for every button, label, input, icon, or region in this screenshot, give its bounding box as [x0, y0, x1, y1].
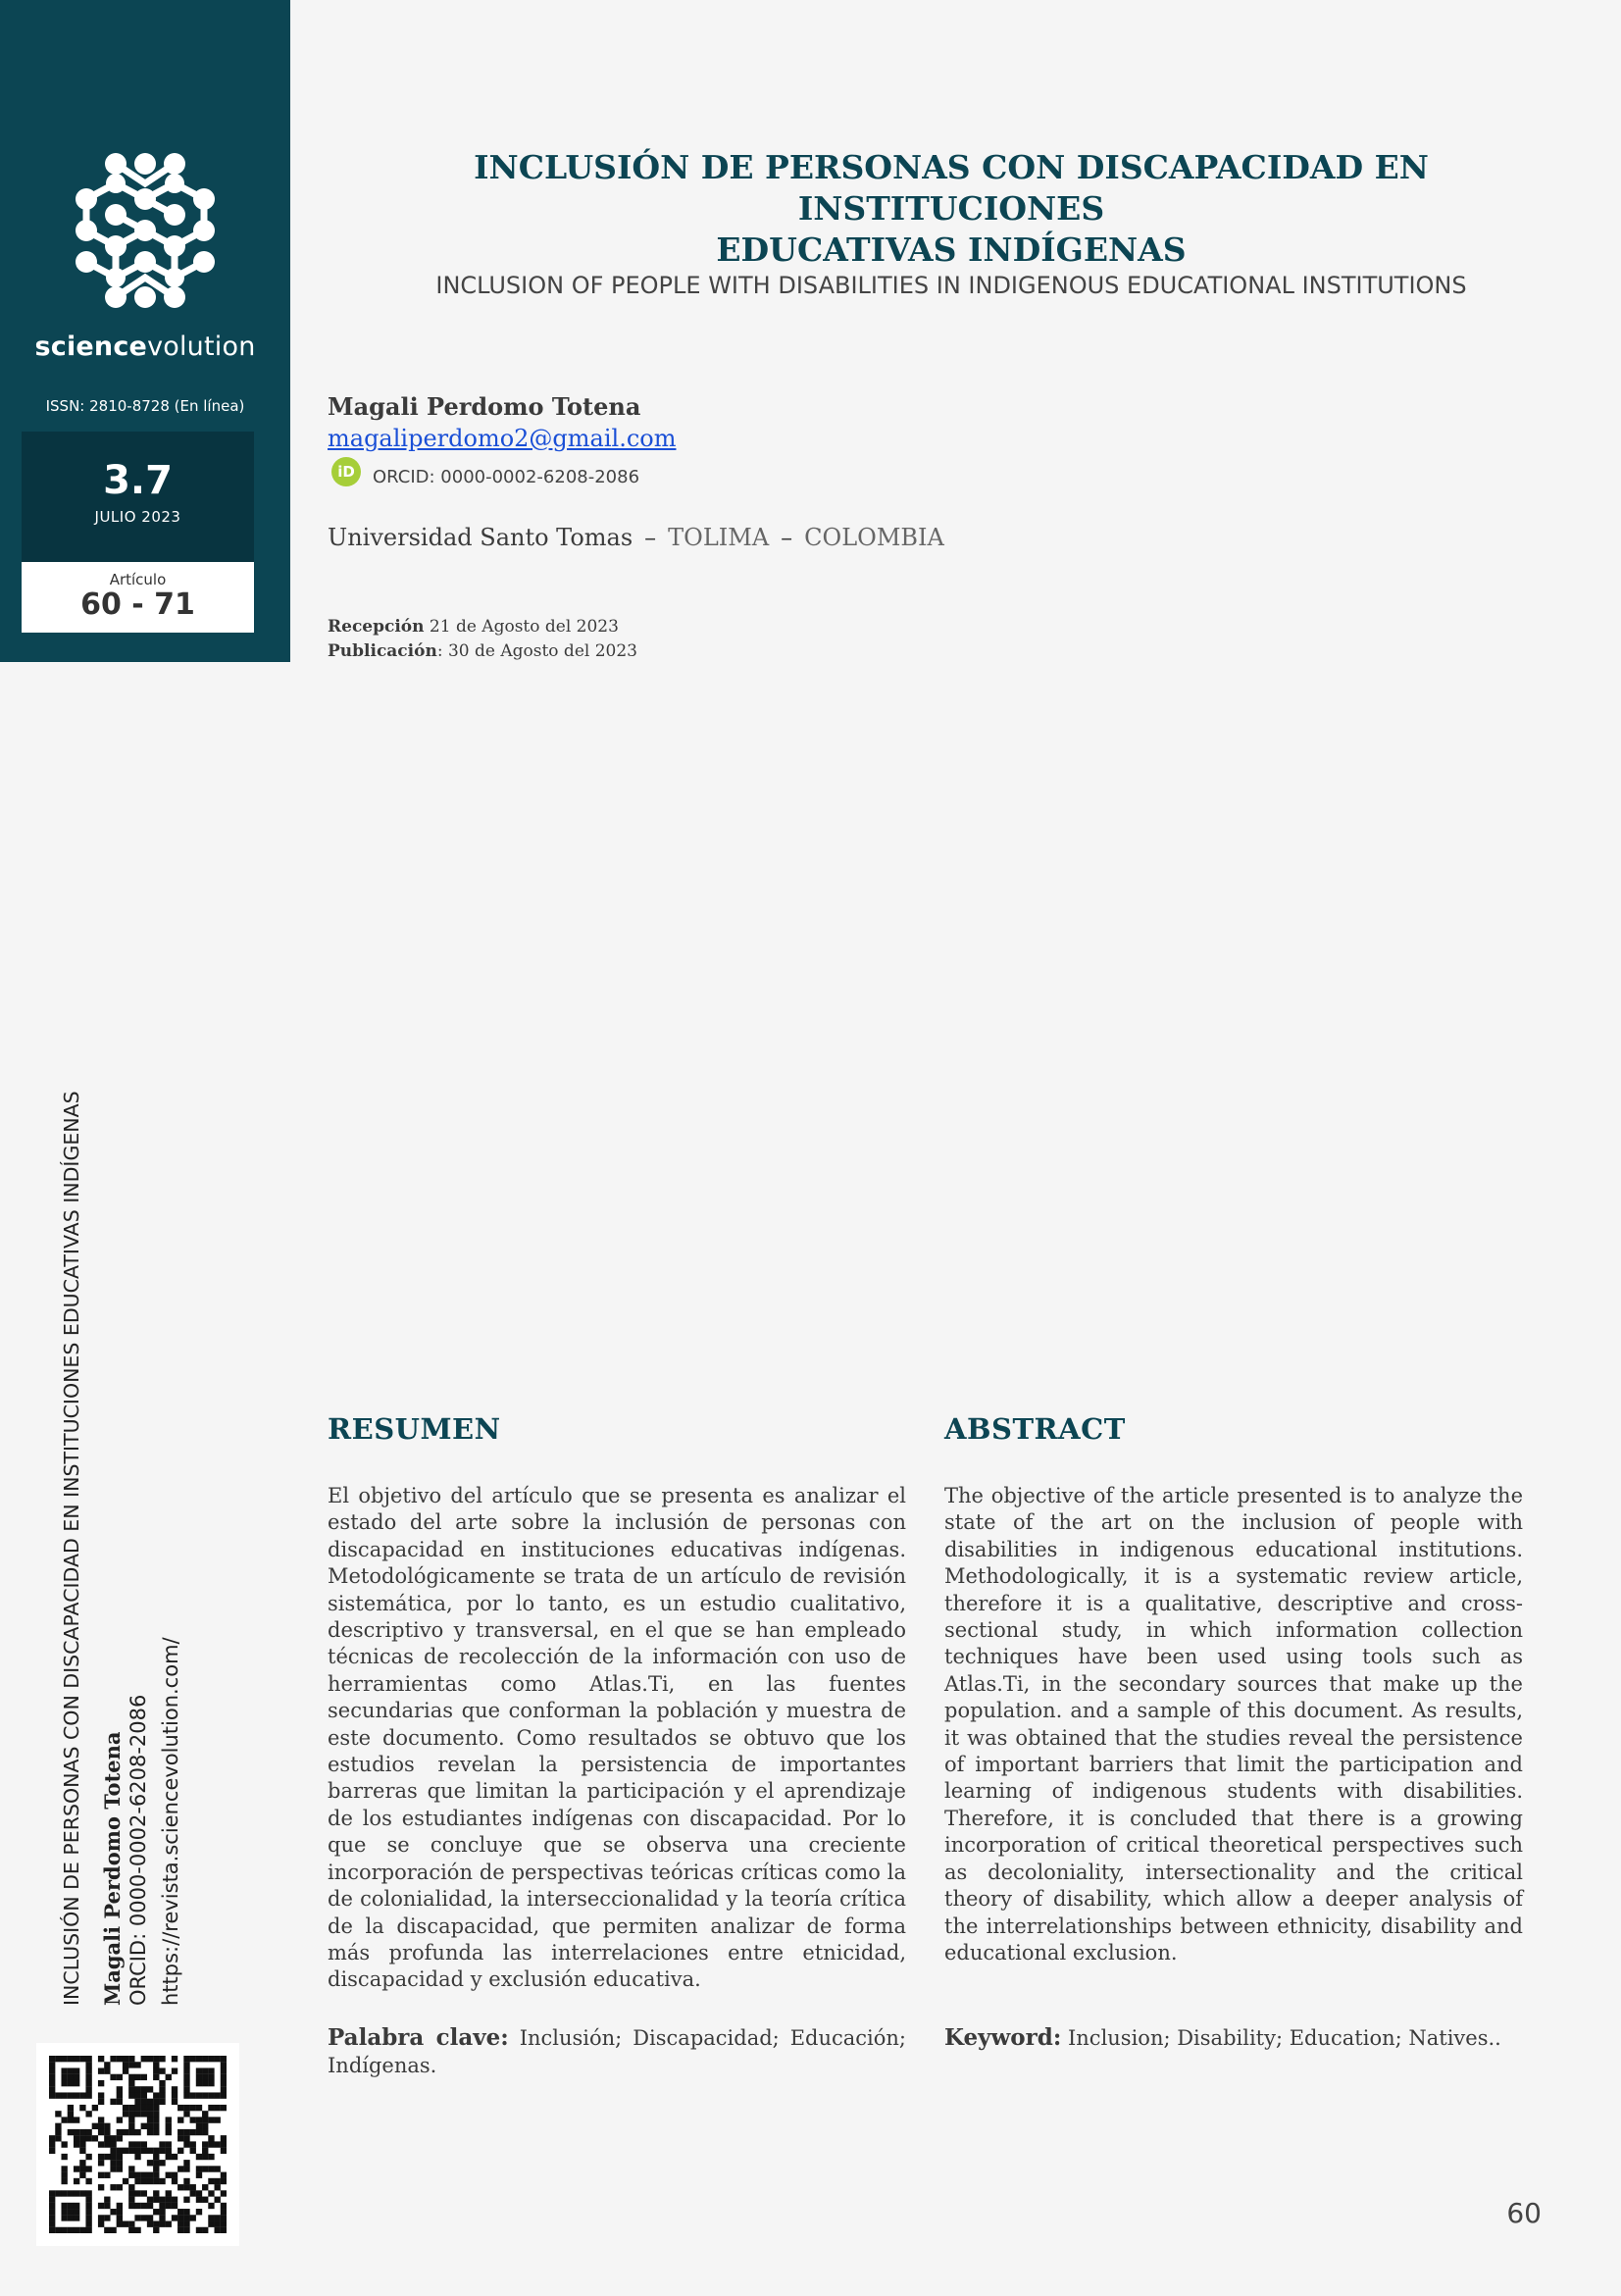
article-pages: 60 - 71	[80, 587, 195, 622]
university: Universidad Santo Tomas	[328, 524, 633, 551]
abstract-heading: ABSTRACT	[944, 1412, 1126, 1446]
journal-sidebar	[0, 0, 290, 662]
keywords-label: Keyword:	[944, 2024, 1062, 2051]
reception-date	[328, 615, 637, 639]
volume-box	[22, 432, 254, 562]
page-number: 60	[1506, 2197, 1542, 2229]
orcid-row	[331, 455, 639, 487]
keywords-value: Inclusion; Disability; Education; Natives..	[1061, 2026, 1501, 2050]
publication-value: : 30 de Agosto del 2023	[436, 641, 637, 661]
abstract-keywords	[944, 2024, 1523, 2052]
resumen-text: El objetivo del artículo que se presenta es analizar el estado del arte sobre la inclusión de personas con discapacidad en instituciones educativas indígenas. Metodológicamente se trata de un artículo de revisión sistemática, por lo tanto, es un estudio cualitativo, descriptivo y transversal, en el que se han empleado técnicas de recolección de la información con uso de herramientas como Atlas.Ti, en las fuentes secundarias que conforman la población y muestra de este documento. Como resultados se obtuvo que los estudios revelan la persistencia de importantes barreras que limitan la participación y el aprendizaje de los estudiantes indígenas con discapacidad. Por lo que se concluye que se observa una creciente incorporación de perspectivas teóricas críticas como la de colonialidad, la interseccionalidad y la teoría crítica de la discapacidad, que permiten analizar de forma más profunda las interrelaciones entre etnicidad, discapacidad y exclusión educativa.	[328, 1484, 906, 1992]
article-dates	[328, 615, 637, 664]
resumen-keywords	[328, 2024, 906, 2079]
reception-value: 21 de Agosto del 2023	[424, 617, 619, 637]
region: TOLIMA	[668, 524, 770, 551]
resumen-heading: RESUMEN	[328, 1412, 501, 1446]
issn: ISSN: 2810-8728 (En línea)	[45, 397, 245, 415]
vertical-citation	[59, 1091, 184, 2006]
orcid-icon: iD	[331, 457, 361, 486]
vertical-title: INCLUSIÓN DE PERSONAS CON DISCAPACIDAD EN INSTITUCIONES EDUCATIVAS INDÍGENAS	[60, 1091, 83, 2006]
vertical-orcid: ORCID: 0000-0002-6208-2086	[127, 1694, 150, 2006]
brand-name	[0, 332, 290, 362]
keywords-label: Palabra clave:	[328, 2024, 509, 2051]
qr-code[interactable]	[36, 2043, 239, 2246]
article-pages-box	[22, 562, 254, 633]
publication-label: Publicación	[328, 641, 437, 661]
abstract-text: The objective of the article presented is to analyze the state of the art on the inclusion of people with disabilities in indigenous educational institutions. Methodologically, it is a systematic review article, therefore it is a qualitative, descriptive and cross-sectional study, in which information collection techniques have been used using tools such as Atlas.Ti, in the secondary sources that make up the population. and a sample of this document. As results, it was obtained that the studies reveal the persistence of important barriers that limit the participation and learning of indigenous students with disabilities. Therefore, it is concluded that there is a growing incorporation of critical theoretical perspectives such as decoloniality, intersectionality and the critical theory of disability, which allow a deeper analysis of the interrelationships between ethnicity, disability and educational exclusion.	[944, 1484, 1523, 1964]
brand-bold: science	[34, 332, 148, 362]
publication-date	[328, 639, 637, 664]
title-line-2: EDUCATIVAS INDÍGENAS	[716, 230, 1187, 269]
volume-number: 3.7	[103, 458, 173, 503]
vertical-url[interactable]: https://revista.sciencevolution.com/	[159, 1637, 182, 2006]
article-subtitle: INCLUSION OF PEOPLE WITH DISABILITIES IN INDIGENOUS EDUCATIONAL INSTITUTIONS	[435, 272, 1467, 299]
affiliation	[328, 524, 944, 551]
separator: –	[781, 524, 793, 551]
title-line-1: INCLUSIÓN DE PERSONAS CON DISCAPACIDAD EN INSTITUCIONES	[474, 148, 1429, 228]
keywords-value: Inclusión; Discapacidad; Educación; Indígenas.	[328, 2026, 906, 2077]
country: COLOMBIA	[804, 524, 944, 551]
author-email-link[interactable]: magaliperdomo2@gmail.com	[328, 425, 677, 452]
reception-label: Recepción	[328, 617, 425, 637]
volume-date: JULIO 2023	[94, 508, 181, 526]
author-name: Magali Perdomo Totena	[328, 392, 641, 421]
sciencevolution-logo-icon	[49, 142, 241, 319]
orcid-id: ORCID: 0000-0002-6208-2086	[373, 467, 640, 487]
article-title	[333, 147, 1569, 271]
vertical-author: Magali Perdomo Totena	[100, 1731, 125, 2006]
brand-light: volution	[147, 332, 256, 362]
separator: –	[644, 524, 657, 551]
article-label: Artículo	[109, 571, 167, 588]
qr-code-icon	[49, 2056, 227, 2233]
